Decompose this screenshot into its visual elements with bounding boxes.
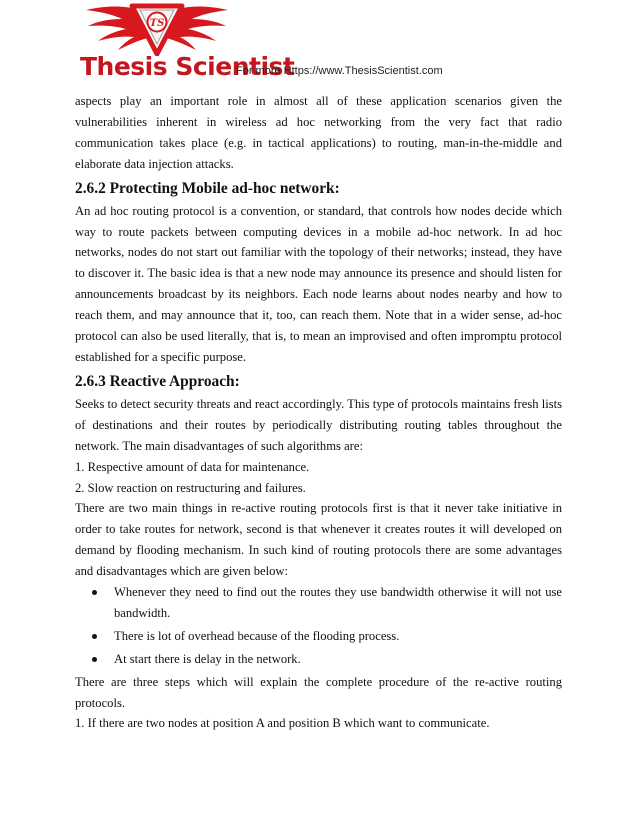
section-2-6-3-paragraph-3: There are three steps which will explain the complete procedure of the re-active routing protocols. xyxy=(75,674,562,710)
bullet-icon xyxy=(92,590,97,595)
bullet-item xyxy=(75,649,562,670)
bullet-item xyxy=(75,582,562,624)
bullet-item xyxy=(75,626,562,647)
bullet-text: At start there is delay in the network. xyxy=(114,651,301,666)
page-header xyxy=(0,0,638,90)
section-2-6-3-paragraph: Seeks to detect security threats and react accordingly. This type of protocols maintains fresh lists of destinations and their routes by periodically distributing routing tables throughout the network. The main disadvantages of such algorithms are: xyxy=(75,396,562,453)
bullet-icon xyxy=(92,657,97,662)
section-2-6-3-paragraph-2: There are two main things in re-active routing protocols first is that it never take initiative in order to take routes for network, second is that whenever it creates routes it will developed on demand by flooding mechanism. In such kind of routing protocols there are some advantages and disadvantages which are given below: xyxy=(75,501,562,579)
brand-name: Thesis Scientist xyxy=(80,52,295,81)
section-heading-2-6-3: 2.6.3 Reactive Approach: xyxy=(75,372,240,390)
section-heading-2-6-2: 2.6.2 Protecting Mobile ad-hoc network: xyxy=(75,179,340,197)
emblem-letters: TS xyxy=(149,18,165,29)
section-2-6-2-paragraph: An ad hoc routing protocol is a convention, or standard, that controls how nodes decide which way to route packets between computing devices in a mobile ad-hoc network. In ad hoc networks, nodes do not start out familiar with the topology of their networks; instead, they have to discover it. The basic idea is that a new node may announce its presence and should listen for announcements broadcast by its neighbors. Each node learns about nodes nearby and how to reach them, and may announce that it, too, can reach them. Note that in a wider sense, ad-hoc protocol can also be used literally, that is, to mean an improvised and often impromptu protocol established for a specific purpose. xyxy=(75,203,562,364)
header-tagline: For more Https://www.ThesisScientist.com xyxy=(236,65,443,77)
numbered-item-2: 2. Slow reaction on restructuring and failures. xyxy=(75,480,306,495)
bullet-list xyxy=(75,582,562,670)
bullet-text: There is lot of overhead because of the flooding process. xyxy=(114,628,400,643)
document-body xyxy=(75,91,562,734)
bullet-text: Whenever they need to find out the routes they use bandwidth otherwise it will not use bandwidth. xyxy=(114,585,562,620)
bullet-icon xyxy=(92,634,97,639)
step-item-1: 1. If there are two nodes at position A and position B which want to communicate. xyxy=(75,716,490,731)
numbered-item-1: 1. Respective amount of data for maintenance. xyxy=(75,459,310,474)
thesis-scientist-emblem-icon xyxy=(82,0,232,56)
intro-paragraph: aspects play an important role in almost all of these application scenarios given the vulnerabilities inherent in wireless ad hoc networking from the very fact that radio communication takes place (e.g. in tactical applications) to routing, man-in-the-middle and elaborate data injection attacks. xyxy=(75,94,562,171)
